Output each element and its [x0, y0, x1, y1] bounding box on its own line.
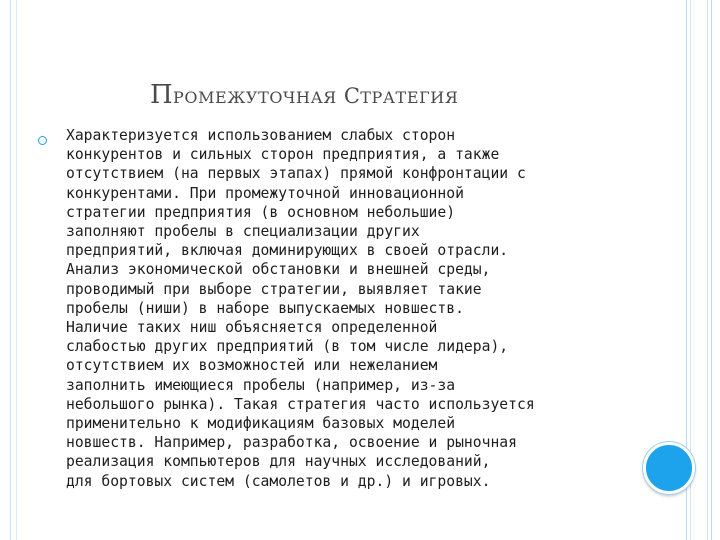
body-line: для бортовых систем (самолетов и др.) и игровых. [66, 472, 491, 490]
body-line: слабостью других предприятий (в том числе лидера), [66, 338, 509, 356]
body-line: заполнить имеющиеся пробелы (например, из-за [66, 376, 456, 394]
body-line: отсутствием их возможностей или нежеланием [66, 357, 438, 375]
body-line: отсутствием (на первых этапах) прямой конфронтации с [66, 165, 526, 183]
bullet-text [66, 126, 606, 491]
left-decor-line-inner [16, 0, 17, 540]
body-line: конкурентов и сильных сторон предприятия, а также [66, 146, 500, 164]
body-line: небольшого рынка). Такая стратегия часто используется [66, 395, 535, 413]
title-word-1: РОМЕЖУТОЧНАЯ [172, 88, 337, 107]
body-line: пробелы (ниши) в наборе выпускаемых новшеств. [66, 299, 464, 317]
title-initial-2: С [343, 84, 361, 108]
accent-circle-decoration [643, 442, 695, 494]
body-line: заполняют пробелы в специализации других [66, 223, 420, 241]
title-word-2: ТРАТЕГИЯ [360, 88, 459, 107]
body-line: реализация компьютеров для научных исследований, [66, 453, 491, 471]
left-decor-line [10, 0, 11, 540]
body-line: Характеризуется использованием слабых сторон [66, 127, 456, 144]
title-initial-1: П [150, 80, 173, 110]
body-line: Наличие таких ниш объясняется определенной [66, 319, 438, 337]
body-line: новшеств. Например, разработка, освоение и рыночная [66, 434, 517, 452]
body-line: конкурентами. При промежуточной инновационной [66, 184, 464, 202]
hollow-circle-bullet-icon [38, 136, 47, 145]
slide-title [150, 80, 570, 110]
body-line: стратегии предприятия (в основном небольшие) [66, 203, 456, 221]
body-line: Анализ экономической обстановки и внешней среды, [66, 261, 491, 279]
body-line: проводимый при выборе стратегии, выявляет такие [66, 280, 482, 298]
body-line: применительно к модификациям базовых моделей [66, 415, 456, 433]
body-line: предприятий, включая доминирующих в своей отрасли. [66, 242, 509, 260]
